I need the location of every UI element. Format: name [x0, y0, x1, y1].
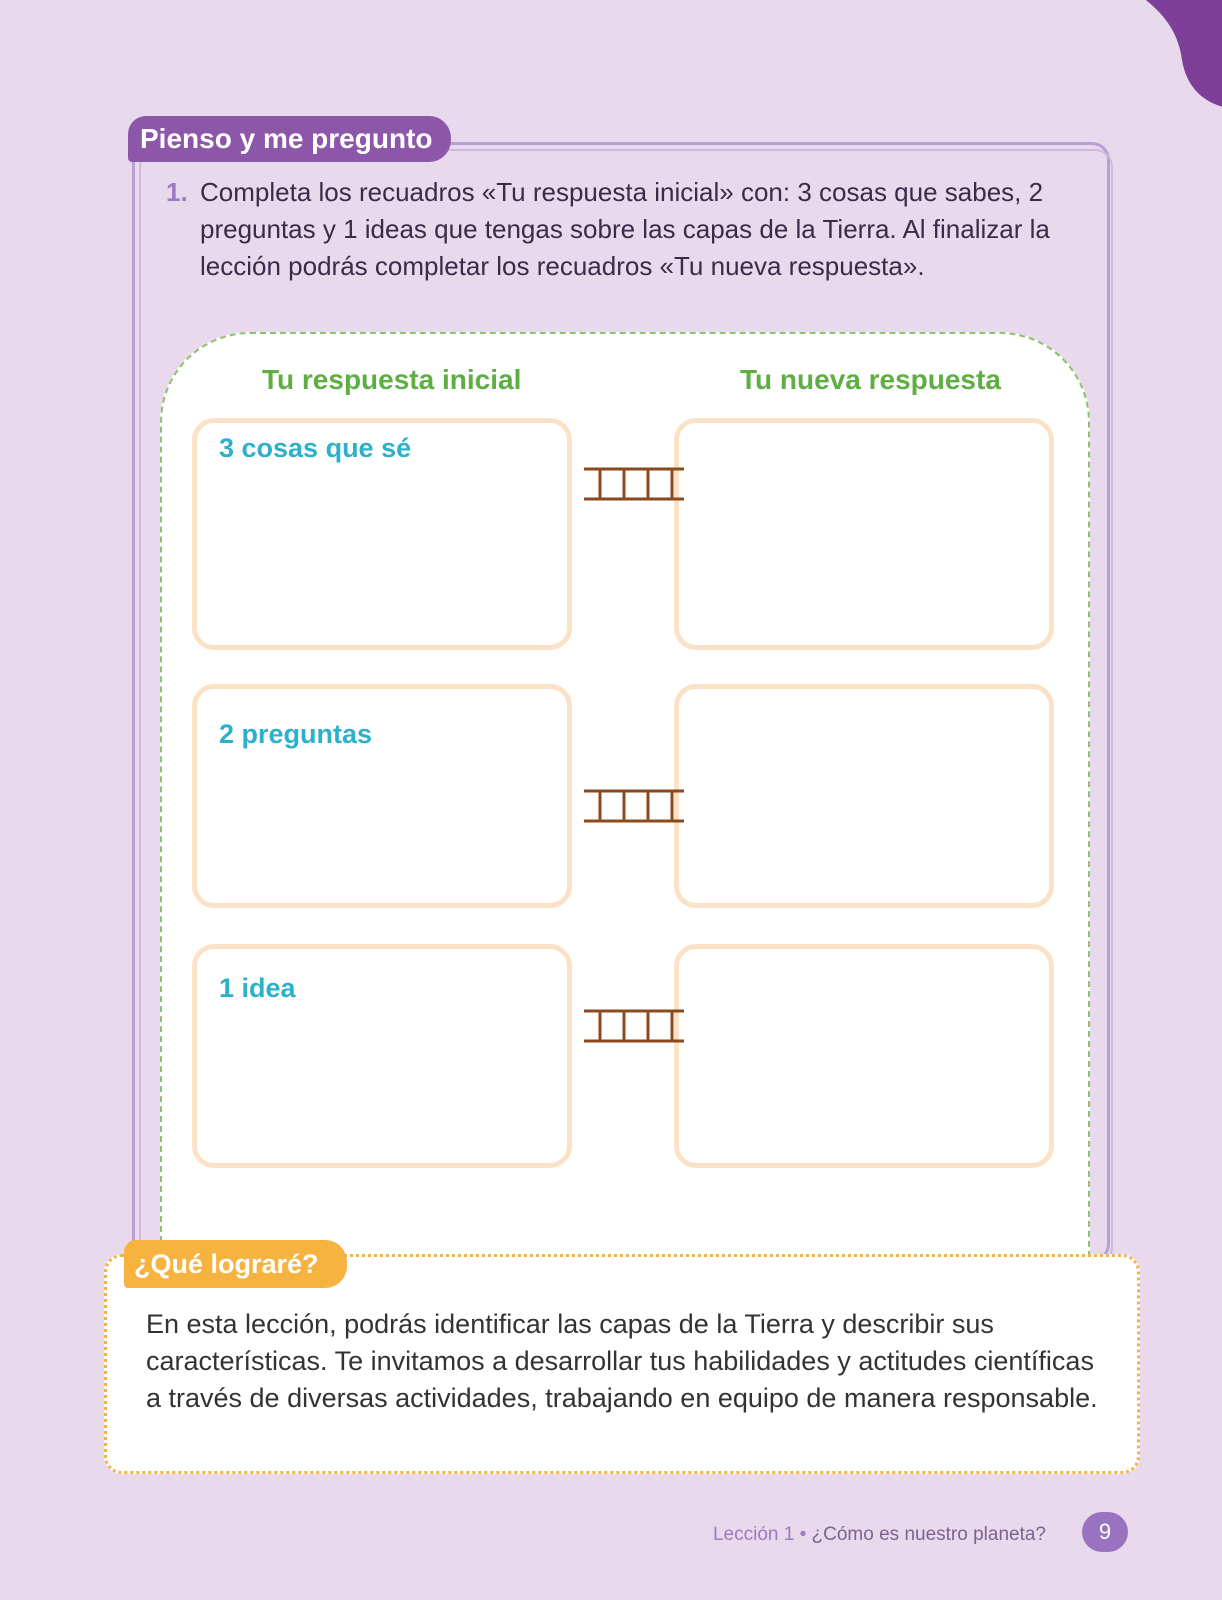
- corner-decoration: [1112, 0, 1222, 110]
- objectives-text: En esta lección, podrás identificar las capas de la Tierra y describir sus características. Te invitamos a desarrollar tus habilidades y actitudes científicas a través de diversas actividades, trabajando en equipo de manera responsable.: [146, 1309, 1098, 1413]
- initial-answer-box-1[interactable]: [192, 418, 572, 650]
- page-number: 9: [1082, 1512, 1128, 1552]
- initial-answer-box-3[interactable]: [192, 944, 572, 1168]
- instruction: [166, 174, 1066, 285]
- footer-lesson: Lección 1: [712, 1524, 795, 1545]
- ladder-icon: [584, 788, 684, 824]
- new-answer-box-2[interactable]: [674, 684, 1054, 908]
- footer-separator: •: [799, 1524, 807, 1545]
- footer: [713, 1524, 1046, 1546]
- row-label-questions: 2 preguntas: [219, 719, 373, 749]
- row-label-idea: 1 idea: [219, 973, 296, 1003]
- row-label-things: 3 cosas que sé: [219, 433, 412, 463]
- ladder-icon: [584, 466, 684, 502]
- column-header-new: Tu nueva respuesta: [740, 364, 1001, 395]
- objectives-title: ¿Qué lograré?: [124, 1240, 347, 1288]
- instruction-number: 1.: [166, 177, 188, 207]
- new-answer-box-3[interactable]: [674, 944, 1054, 1168]
- column-header-initial: Tu respuesta inicial: [262, 364, 522, 395]
- section-title: Pienso y me pregunto: [128, 116, 451, 162]
- footer-title: ¿Cómo es nuestro planeta?: [811, 1524, 1046, 1545]
- initial-answer-box-2[interactable]: [192, 684, 572, 908]
- instruction-text: Completa los recuadros «Tu respuesta inicial» con: 3 cosas que sabes, 2 preguntas y 1 ideas que tengas sobre las capas de la Tierra. Al finalizar la lección podrás completar los recuadros «Tu nueva respuesta».: [200, 177, 1050, 281]
- ladder-icon: [584, 1008, 684, 1044]
- new-answer-box-1[interactable]: [674, 418, 1054, 650]
